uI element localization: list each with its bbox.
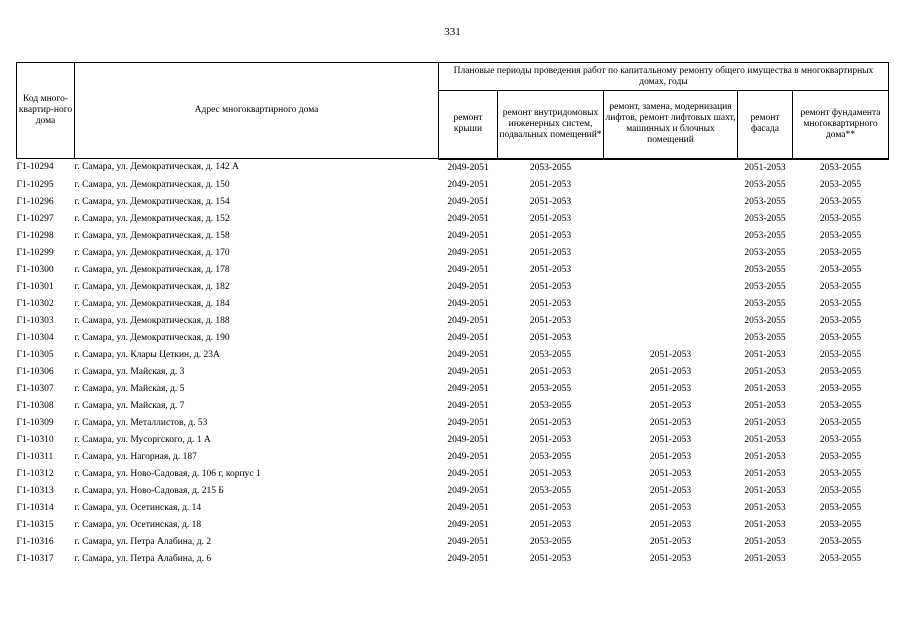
cell-lifts: 2051-2053: [649, 536, 692, 547]
cell-systems: 2051-2053: [529, 468, 572, 479]
cell-foundation: 2053-2055: [819, 332, 862, 343]
cell-roof: 2049-2051: [447, 451, 489, 462]
cell-systems: 2051-2053: [529, 230, 572, 241]
cell-code: Г1-10316: [16, 536, 54, 547]
cell-roof: 2049-2051: [447, 536, 489, 547]
cell-address: г. Самара, ул. Майская, д. 5: [74, 383, 185, 394]
cell-systems: 2051-2053: [529, 213, 572, 224]
cell-systems: 2051-2053: [529, 247, 572, 258]
cell-address: г. Самара, ул. Майская, д. 3: [74, 366, 185, 377]
cell-facade: 2053-2055: [744, 264, 786, 275]
cell-address: г. Самара, ул. Демократическая, д. 178: [74, 264, 230, 275]
cell-foundation: 2053-2055: [819, 179, 862, 190]
cell-systems: 2051-2053: [529, 298, 572, 309]
cell-lifts: 2051-2053: [649, 434, 692, 445]
cell-foundation: 2053-2055: [819, 247, 862, 258]
cell-roof: 2049-2051: [447, 247, 489, 258]
cell-lifts: [604, 211, 738, 228]
table-row: [17, 194, 889, 211]
cell-address: г. Самара, ул. Осетинская, д. 18: [74, 519, 202, 530]
table-row: [17, 296, 889, 313]
cell-foundation: 2053-2055: [819, 162, 862, 173]
repair-schedule-table: [16, 62, 889, 568]
cell-facade: 2051-2053: [744, 536, 786, 547]
cell-roof: 2049-2051: [447, 315, 489, 326]
cell-facade: 2051-2053: [744, 349, 786, 360]
cell-foundation: 2053-2055: [819, 264, 862, 275]
cell-facade: 2053-2055: [744, 179, 786, 190]
cell-foundation: 2053-2055: [819, 553, 862, 564]
table-row: [17, 211, 889, 228]
cell-systems: 2051-2053: [529, 417, 572, 428]
cell-systems: 2051-2053: [529, 519, 572, 530]
cell-facade: 2053-2055: [744, 247, 786, 258]
table-row: [17, 551, 889, 568]
cell-facade: 2051-2053: [744, 400, 786, 411]
cell-systems: 2053-2055: [529, 383, 572, 394]
cell-code: Г1-10305: [16, 349, 54, 360]
cell-roof: 2049-2051: [447, 485, 489, 496]
cell-lifts: [604, 279, 738, 296]
cell-code: Г1-10302: [16, 298, 54, 309]
table-row: [17, 330, 889, 347]
cell-roof: 2049-2051: [447, 468, 489, 479]
cell-roof: 2049-2051: [447, 162, 489, 173]
cell-facade: 2051-2053: [744, 519, 786, 530]
cell-facade: 2051-2053: [744, 468, 786, 479]
cell-facade: 2051-2053: [744, 502, 786, 513]
cell-systems: 2053-2055: [529, 451, 572, 462]
page-number: 331: [444, 26, 461, 38]
cell-code: Г1-10313: [16, 485, 54, 496]
cell-address: г. Самара, ул. Демократическая, д. 190: [74, 332, 230, 343]
cell-address: г. Самара, ул. Демократическая, д. 170: [74, 247, 230, 258]
cell-roof: 2049-2051: [447, 502, 489, 513]
cell-lifts: [604, 228, 738, 245]
cell-foundation: 2053-2055: [819, 383, 862, 394]
cell-code: Г1-10298: [16, 230, 54, 241]
cell-roof: 2049-2051: [447, 213, 489, 224]
cell-facade: 2051-2053: [744, 162, 786, 173]
cell-roof: 2049-2051: [447, 298, 489, 309]
cell-roof: 2049-2051: [447, 230, 489, 241]
cell-facade: 2053-2055: [744, 213, 786, 224]
cell-facade: 2051-2053: [744, 485, 786, 496]
cell-systems: 2053-2055: [529, 485, 572, 496]
cell-roof: 2049-2051: [447, 349, 489, 360]
cell-address: г. Самара, ул. Мусоргского, д. 1 А: [74, 434, 211, 445]
cell-roof: 2049-2051: [447, 264, 489, 275]
cell-systems: 2053-2055: [529, 536, 572, 547]
header-periods-group: Плановые периоды проведения работ по капитальному ремонту общего имущества в многоквартирных домах, годы: [439, 63, 889, 91]
cell-code: Г1-10308: [16, 400, 54, 411]
cell-lifts: 2051-2053: [649, 519, 692, 530]
cell-systems: 2053-2055: [529, 349, 572, 360]
cell-code: Г1-10317: [16, 553, 54, 564]
cell-lifts: 2051-2053: [649, 383, 692, 394]
cell-lifts: 2051-2053: [649, 485, 692, 496]
cell-roof: 2049-2051: [447, 196, 489, 207]
cell-lifts: [604, 313, 738, 330]
cell-systems: 2051-2053: [529, 332, 572, 343]
cell-foundation: 2053-2055: [819, 502, 862, 513]
cell-foundation: 2053-2055: [819, 298, 862, 309]
cell-code: Г1-10301: [16, 281, 54, 292]
cell-code: Г1-10312: [16, 468, 54, 479]
header-code: Код много-квартир-ного дома: [17, 63, 75, 159]
cell-systems: 2051-2053: [529, 502, 572, 513]
cell-roof: 2049-2051: [447, 332, 489, 343]
table-row: [17, 517, 889, 534]
table-row: [17, 177, 889, 194]
cell-address: г. Самара, ул. Нагорная, д. 187: [74, 451, 197, 462]
table-row: [17, 279, 889, 296]
cell-facade: 2053-2055: [744, 230, 786, 241]
cell-code: Г1-10299: [16, 247, 54, 258]
cell-foundation: 2053-2055: [819, 349, 862, 360]
cell-lifts: [604, 330, 738, 347]
table-row: [17, 381, 889, 398]
cell-roof: 2049-2051: [447, 434, 489, 445]
cell-address: г. Самара, ул. Ново-Садовая, д. 215 Б: [74, 485, 224, 496]
table-body: [17, 159, 889, 568]
cell-systems: 2051-2053: [529, 179, 572, 190]
cell-systems: 2053-2055: [529, 162, 572, 173]
cell-code: Г1-10314: [16, 502, 54, 513]
table-row: [17, 415, 889, 432]
cell-address: г. Самара, ул. Демократическая, д. 142 А: [74, 162, 239, 173]
table-row: [17, 398, 889, 415]
cell-lifts: 2051-2053: [649, 349, 692, 360]
cell-address: г. Самара, ул. Металлистов, д. 53: [74, 417, 208, 428]
cell-address: г. Самара, ул. Демократическая, д. 182: [74, 281, 230, 292]
cell-address: г. Самара, ул. Майская, д. 7: [74, 400, 185, 411]
cell-foundation: 2053-2055: [819, 485, 862, 496]
table-row: [17, 449, 889, 466]
cell-systems: 2051-2053: [529, 434, 572, 445]
table-row: [17, 228, 889, 245]
cell-lifts: 2051-2053: [649, 451, 692, 462]
cell-code: Г1-10306: [16, 366, 54, 377]
cell-address: г. Самара, ул. Демократическая, д. 150: [74, 179, 230, 190]
cell-code: Г1-10310: [16, 434, 54, 445]
header-systems: ремонт внутридомовых инженерных систем, подвальных помещений*: [498, 91, 604, 159]
header-roof: ремонт крыши: [439, 91, 498, 159]
header-row-1: [17, 63, 889, 91]
cell-code: Г1-10296: [16, 196, 54, 207]
cell-code: Г1-10294: [16, 162, 54, 173]
cell-lifts: 2051-2053: [649, 468, 692, 479]
cell-facade: 2051-2053: [744, 434, 786, 445]
table-row: [17, 159, 889, 177]
cell-lifts: 2051-2053: [649, 502, 692, 513]
table-row: [17, 483, 889, 500]
cell-systems: 2053-2055: [529, 400, 572, 411]
cell-code: Г1-10295: [16, 179, 54, 190]
cell-foundation: 2053-2055: [819, 400, 862, 411]
cell-systems: 2051-2053: [529, 264, 572, 275]
cell-roof: 2049-2051: [447, 417, 489, 428]
cell-lifts: 2051-2053: [649, 417, 692, 428]
cell-lifts: [604, 245, 738, 262]
table-row: [17, 245, 889, 262]
cell-facade: 2051-2053: [744, 451, 786, 462]
cell-roof: 2049-2051: [447, 400, 489, 411]
cell-systems: 2051-2053: [529, 366, 572, 377]
cell-foundation: 2053-2055: [819, 196, 862, 207]
cell-lifts: [604, 177, 738, 194]
cell-lifts: [604, 262, 738, 279]
header-lifts: ремонт, замена, модернизация лифтов, ремонт лифтовых шахт, машинных и блочных помещений: [604, 91, 738, 159]
cell-roof: 2049-2051: [447, 281, 489, 292]
cell-roof: 2049-2051: [447, 179, 489, 190]
header-facade: ремонт фасада: [738, 91, 793, 159]
cell-foundation: 2053-2055: [819, 434, 862, 445]
table-row: [17, 500, 889, 517]
cell-roof: 2049-2051: [447, 519, 489, 530]
cell-roof: 2049-2051: [447, 383, 489, 394]
table-row: [17, 466, 889, 483]
cell-facade: 2053-2055: [744, 196, 786, 207]
header-address: Адрес многоквартирного дома: [75, 63, 439, 159]
cell-lifts: 2051-2053: [649, 400, 692, 411]
cell-foundation: 2053-2055: [819, 417, 862, 428]
table-row: [17, 313, 889, 330]
cell-facade: 2051-2053: [744, 366, 786, 377]
cell-facade: 2053-2055: [744, 298, 786, 309]
table-row: [17, 432, 889, 449]
cell-facade: 2051-2053: [744, 553, 786, 564]
cell-code: Г1-10304: [16, 332, 54, 343]
cell-facade: 2053-2055: [744, 332, 786, 343]
cell-address: г. Самара, ул. Демократическая, д. 188: [74, 315, 230, 326]
cell-foundation: 2053-2055: [819, 213, 862, 224]
cell-facade: 2053-2055: [744, 315, 786, 326]
cell-lifts: [604, 159, 738, 177]
cell-foundation: 2053-2055: [819, 519, 862, 530]
cell-facade: 2053-2055: [744, 281, 786, 292]
cell-code: Г1-10311: [16, 451, 54, 462]
cell-code: Г1-10315: [16, 519, 54, 530]
cell-foundation: 2053-2055: [819, 366, 862, 377]
cell-code: Г1-10307: [16, 383, 54, 394]
cell-roof: 2049-2051: [447, 366, 489, 377]
header-foundation: ремонт фундамента многоквартирного дома**: [793, 91, 889, 159]
cell-address: г. Самара, ул. Демократическая, д. 154: [74, 196, 230, 207]
cell-foundation: 2053-2055: [819, 536, 862, 547]
cell-foundation: 2053-2055: [819, 468, 862, 479]
cell-code: Г1-10309: [16, 417, 54, 428]
table-row: [17, 364, 889, 381]
table-row: [17, 534, 889, 551]
cell-address: г. Самара, ул. Петра Алабина, д. 2: [74, 536, 212, 547]
cell-address: г. Самара, ул. Осетинская, д. 14: [74, 502, 202, 513]
cell-code: Г1-10303: [16, 315, 54, 326]
cell-lifts: 2051-2053: [649, 366, 692, 377]
cell-foundation: 2053-2055: [819, 451, 862, 462]
cell-systems: 2051-2053: [529, 281, 572, 292]
cell-foundation: 2053-2055: [819, 315, 862, 326]
cell-address: г. Самара, ул. Клары Цеткин, д. 23А: [74, 349, 220, 360]
cell-roof: 2049-2051: [447, 553, 489, 564]
cell-address: г. Самара, ул. Демократическая, д. 152: [74, 213, 230, 224]
cell-lifts: [604, 194, 738, 211]
cell-lifts: 2051-2053: [649, 553, 692, 564]
cell-code: Г1-10300: [16, 264, 54, 275]
cell-systems: 2051-2053: [529, 315, 572, 326]
cell-facade: 2051-2053: [744, 383, 786, 394]
cell-foundation: 2053-2055: [819, 230, 862, 241]
cell-systems: 2051-2053: [529, 553, 572, 564]
cell-address: г. Самара, ул. Демократическая, д. 184: [74, 298, 230, 309]
cell-lifts: [604, 296, 738, 313]
cell-foundation: 2053-2055: [819, 281, 862, 292]
cell-systems: 2051-2053: [529, 196, 572, 207]
cell-facade: 2051-2053: [744, 417, 786, 428]
cell-address: г. Самара, ул. Петра Алабина, д. 6: [74, 553, 212, 564]
cell-address: г. Самара, ул. Ново-Садовая, д. 106 г, корпус 1: [74, 468, 261, 479]
table-row: [17, 347, 889, 364]
cell-code: Г1-10297: [16, 213, 54, 224]
cell-address: г. Самара, ул. Демократическая, д. 158: [74, 230, 230, 241]
table-row: [17, 262, 889, 279]
